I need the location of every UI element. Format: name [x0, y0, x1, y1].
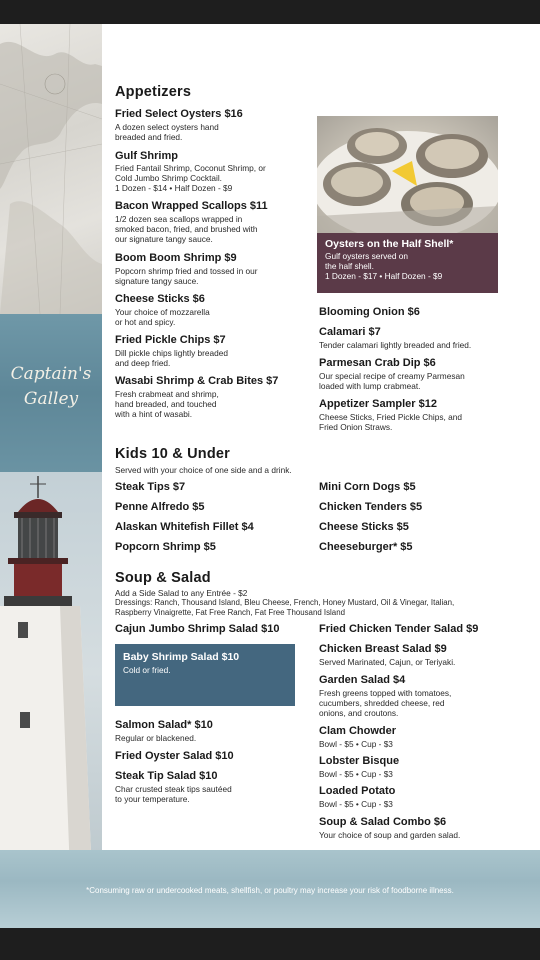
kids-item: Cheeseburger* $5 — [319, 541, 413, 553]
dressings-note: Dressings: Ranch, Thousand Island, Bleu Cheese, French, Honey Mustard, Oil & Vinegar, Italian, — [115, 598, 455, 607]
kids-item: Cheese Sticks $5 — [319, 521, 409, 533]
featured-item-name: Oysters on the Half Shell* — [325, 238, 454, 250]
menu-item-desc: with a hint of wasabi. — [115, 409, 193, 419]
menu-item-desc: Fresh greens topped with tomatoes, — [319, 688, 452, 698]
top-bar — [0, 0, 540, 24]
menu-item-name: Calamari $7 — [319, 326, 381, 338]
water-banner — [0, 850, 540, 928]
menu-item-desc: to your temperature. — [115, 794, 190, 804]
menu-item-name: Fried Oyster Salad $10 — [115, 750, 234, 762]
featured-item-desc: 1 Dozen - $17 • Half Dozen - $9 — [325, 271, 443, 281]
menu-item-desc: Our special recipe of creamy Parmesan — [319, 371, 465, 381]
menu-item-desc: breaded and fried. — [115, 132, 183, 142]
menu-item-desc: Popcorn shrimp fried and tossed in our — [115, 266, 258, 276]
featured-item-desc: the half shell. — [325, 261, 374, 271]
menu-item-desc: Your choice of soup and garden salad. — [319, 830, 461, 840]
featured-shrimp-salad-box — [115, 644, 295, 706]
menu-item-name: Appetizer Sampler $12 — [319, 398, 437, 410]
menu-item-name: Parmesan Crab Dip $6 — [319, 357, 436, 369]
menu-item-desc: 1 Dozen - $14 • Half Dozen - $9 — [115, 183, 233, 193]
menu-item-desc: Served Marinated, Cajun, or Teriyaki. — [319, 657, 456, 667]
menu-item-name: Fried Pickle Chips $7 — [115, 334, 226, 346]
kids-item: Popcorn Shrimp $5 — [115, 541, 216, 553]
menu-item-desc: and deep fried. — [115, 358, 171, 368]
menu-item-desc: Cold Jumbo Shrimp Cocktail. — [115, 173, 222, 183]
menu-item-name: Fried Select Oysters $16 — [115, 108, 243, 120]
menu-item-name: Lobster Bisque — [319, 755, 400, 767]
menu-item-desc: or hot and spicy. — [115, 317, 176, 327]
menu-item-name: Gulf Shrimp — [115, 150, 178, 162]
menu-item-desc: 1/2 dozen sea scallops wrapped in — [115, 214, 243, 224]
menu-item-desc: loaded with lump crabmeat. — [319, 381, 421, 391]
menu-item-desc: Bowl - $5 • Cup - $3 — [319, 769, 393, 779]
kids-item: Alaskan Whitefish Fillet $4 — [115, 521, 254, 533]
menu-item-desc: Fried Onion Straws. — [319, 422, 393, 432]
menu-item-desc: our signature tangy sauce. — [115, 234, 213, 244]
menu-item-desc: Bowl - $5 • Cup - $3 — [319, 799, 393, 809]
menu-item-desc: smoked bacon, fried, and brushed with — [115, 224, 258, 234]
soup-salad-note: Add a Side Salad to any Entrée - $2 — [115, 588, 248, 598]
menu-item-name: Wasabi Shrimp & Crab Bites $7 — [115, 375, 279, 387]
appetizers-heading: Appetizers — [115, 84, 192, 100]
menu-item-desc: A dozen select oysters hand — [115, 122, 219, 132]
soup-salad-heading: Soup & Salad — [115, 570, 211, 586]
menu-item-name: Fried Chicken Tender Salad $9 — [319, 623, 479, 635]
featured-item-desc: Gulf oysters served on — [325, 251, 409, 261]
featured-item-name: Baby Shrimp Salad $10 — [123, 651, 240, 663]
kids-item: Mini Corn Dogs $5 — [319, 481, 416, 493]
menu-item-desc: onions, and croutons. — [319, 708, 399, 718]
kids-item: Chicken Tenders $5 — [319, 501, 423, 513]
kids-subtitle: Served with your choice of one side and a drink. — [115, 465, 292, 475]
menu-item-desc: cucumbers, shredded cheese, red — [319, 698, 445, 708]
bottom-bar — [0, 928, 540, 960]
menu-item-name: Soup & Salad Combo $6 — [319, 816, 447, 828]
menu-item-desc: Regular or blackened. — [115, 733, 197, 743]
menu-item-name: Chicken Breast Salad $9 — [319, 643, 447, 655]
menu-item-desc: Dill pickle chips lightly breaded — [115, 348, 228, 358]
menu-item-desc: Fried Fantail Shrimp, Coconut Shrimp, or — [115, 163, 266, 173]
menu-item-name: Boom Boom Shrimp $9 — [115, 252, 237, 264]
menu-item-desc: signature tangy sauce. — [115, 276, 199, 286]
lighthouse-image — [0, 472, 102, 874]
menu-item-desc: hand breaded, and touched — [115, 399, 217, 409]
menu-item-desc: Cheese Sticks, Fried Pickle Chips, and — [319, 412, 462, 422]
menu-item-desc: Bowl - $5 • Cup - $3 — [319, 739, 393, 749]
nautical-map-image — [0, 24, 102, 314]
menu-item-name: Clam Chowder — [319, 725, 397, 737]
featured-oysters-box — [317, 233, 498, 293]
menu-item-name: Blooming Onion $6 — [319, 306, 420, 318]
menu-item-name: Loaded Potato — [319, 785, 396, 797]
menu-page — [0, 24, 540, 928]
featured-item-desc: Cold or fried. — [123, 665, 171, 675]
oysters-photo — [317, 116, 498, 234]
brand-panel — [0, 314, 102, 472]
brand-line-1: Captain's — [10, 364, 92, 384]
kids-item: Penne Alfredo $5 — [115, 501, 205, 513]
decorative-sidebar — [0, 24, 102, 928]
menu-item-name: Salmon Salad* $10 — [115, 719, 213, 731]
menu-item-name: Garden Salad $4 — [319, 674, 406, 686]
kids-item: Steak Tips $7 — [115, 481, 186, 493]
dressings-note: Raspberry Vinaigrette, Fat Free Ranch, Fat Free Thousand Island — [115, 608, 345, 617]
brand-line-2: Galley — [23, 389, 79, 409]
foodborne-disclaimer: *Consuming raw or undercooked meats, shellfish, or poultry may increase your risk of foodborne illness. — [86, 886, 454, 895]
menu-item-desc: Your choice of mozzarella — [115, 307, 210, 317]
menu-item-desc: Char crusted steak tips sautéed — [115, 784, 232, 794]
menu-item-name: Cheese Sticks $6 — [115, 293, 205, 305]
kids-heading: Kids 10 & Under — [115, 446, 230, 462]
menu-item-desc: Tender calamari lightly breaded and fried. — [319, 340, 472, 350]
menu-item-desc: Fresh crabmeat and shrimp, — [115, 389, 219, 399]
menu-item-name: Steak Tip Salad $10 — [115, 770, 218, 782]
menu-item-name: Cajun Jumbo Shrimp Salad $10 — [115, 623, 280, 635]
menu-item-name: Bacon Wrapped Scallops $11 — [115, 200, 268, 212]
